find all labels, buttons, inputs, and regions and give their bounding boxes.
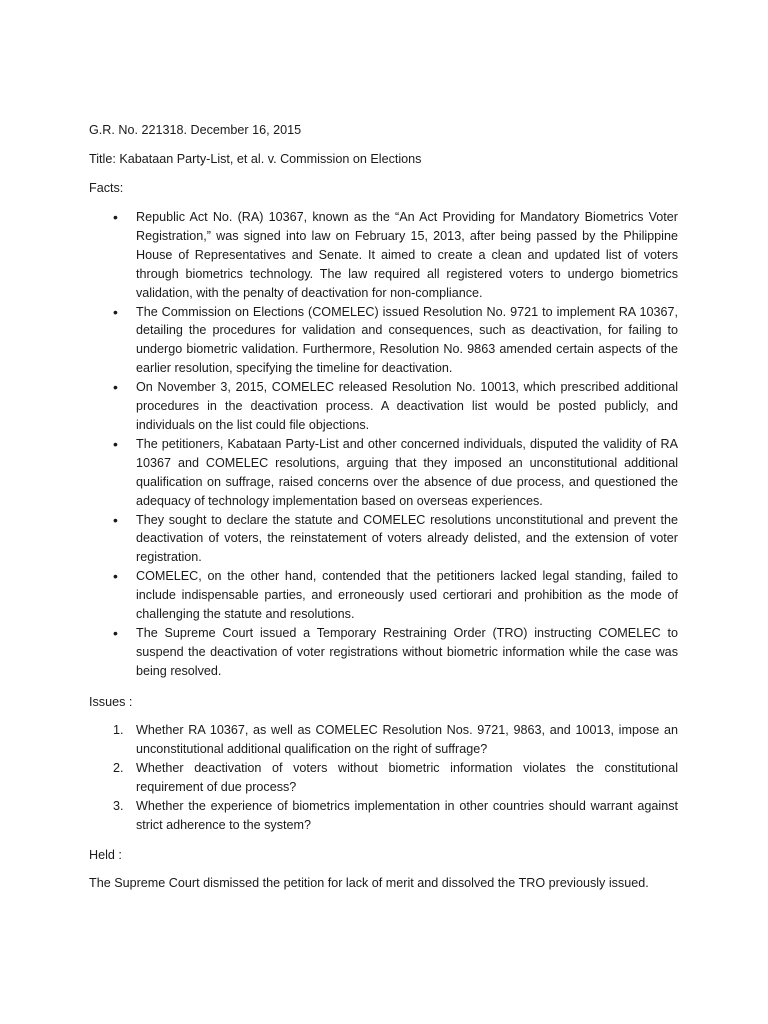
fact-item: [89, 567, 678, 624]
issue-item: [89, 759, 678, 797]
issue-text: Whether RA 10367, as well as COMELEC Resolution Nos. 9721, 9863, and 10013, impose an unconstitutional additional qualification on the right of suffrage?: [136, 723, 678, 756]
issues-heading: Issues :: [89, 695, 133, 709]
issue-number: 3.: [113, 798, 124, 813]
fact-item: [89, 208, 678, 303]
bullet-icon: •: [113, 624, 118, 641]
fact-text: Republic Act No. (RA) 10367, known as the “An Act Providing for Mandatory Biometrics Voter Registration,” was signed into law on February 15, 2013, after being passed by the Philippine House of Representatives and Senate. It aimed to create a clean and updated list of voters through biometrics technology. The law required all registered voters to undergo biometrics validation, with the penalty of deactivation for non-compliance.: [136, 210, 678, 300]
bullet-icon: •: [113, 303, 118, 320]
fact-item: [89, 435, 678, 511]
bullet-icon: •: [113, 511, 118, 528]
facts-list: [89, 208, 678, 681]
issue-number: 1.: [113, 723, 124, 737]
bullet-icon: •: [113, 209, 118, 225]
fact-text: COMELEC, on the other hand, contended that the petitioners lacked legal standing, failed to include indispensable parties, and erroneously used certiorari and prohibition as the mode of challenging the statute and resolutions.: [136, 569, 678, 622]
bullet-icon: •: [113, 379, 118, 396]
issue-item: [89, 797, 678, 835]
fact-text: The Supreme Court issued a Temporary Restraining Order (TRO) instructing COMELEC to suspend the deactivation of voter registrations without biometric information while the case was being resolved.: [136, 625, 678, 678]
held-heading: Held :: [89, 848, 122, 862]
facts-heading: Facts:: [89, 181, 124, 195]
fact-item: [89, 624, 678, 681]
issue-text: Whether deactivation of voters without biometric information violates the constitutional requirement of due process?: [136, 760, 678, 794]
fact-item: [89, 511, 678, 568]
issue-number: 2.: [113, 760, 124, 775]
issue-item: [89, 721, 678, 759]
held-text: The Supreme Court dismissed the petition for lack of merit and dissolved the TRO previously issued.: [89, 876, 649, 890]
fact-item: [89, 378, 678, 435]
issues-list: [89, 721, 678, 834]
bullet-icon: •: [113, 568, 118, 585]
case-title: Title: Kabataan Party-List, et al. v. Commission on Elections: [89, 152, 422, 166]
fact-text: On November 3, 2015, COMELEC released Resolution No. 10013, which prescribed additional procedures in the deactivation process. A deactivation list would be posted publicly, and individuals on the list could file objections.: [136, 380, 678, 432]
fact-text: The petitioners, Kabataan Party-List and other concerned individuals, disputed the validity of RA 10367 and COMELEC resolutions, arguing that they imposed an unconstitutional additional qualification on suffrage, raised concerns over the absence of due process, and questioned the adequacy of technology implementation based on overseas experiences.: [136, 436, 678, 508]
bullet-icon: •: [113, 435, 118, 452]
fact-text: They sought to declare the statute and COMELEC resolutions unconstitutional and prevent the deactivation of voters, the reinstatement of voters already delisted, and the extension of voter registration.: [136, 512, 678, 565]
fact-text: The Commission on Elections (COMELEC) issued Resolution No. 9721 to implement RA 10367, detailing the procedures for validation and consequences, such as deactivation, for failing to undergo biometric validation. Furthermore, Resolution No. 9863 amended certain aspects of the earlier resolution, specifying the timeline for deactivation.: [136, 304, 678, 376]
fact-item: [89, 303, 678, 379]
issue-text: Whether the experience of biometrics implementation in other countries should warrant against strict adherence to the system?: [136, 798, 678, 832]
case-number: G.R. No. 221318. December 16, 2015: [89, 123, 302, 137]
